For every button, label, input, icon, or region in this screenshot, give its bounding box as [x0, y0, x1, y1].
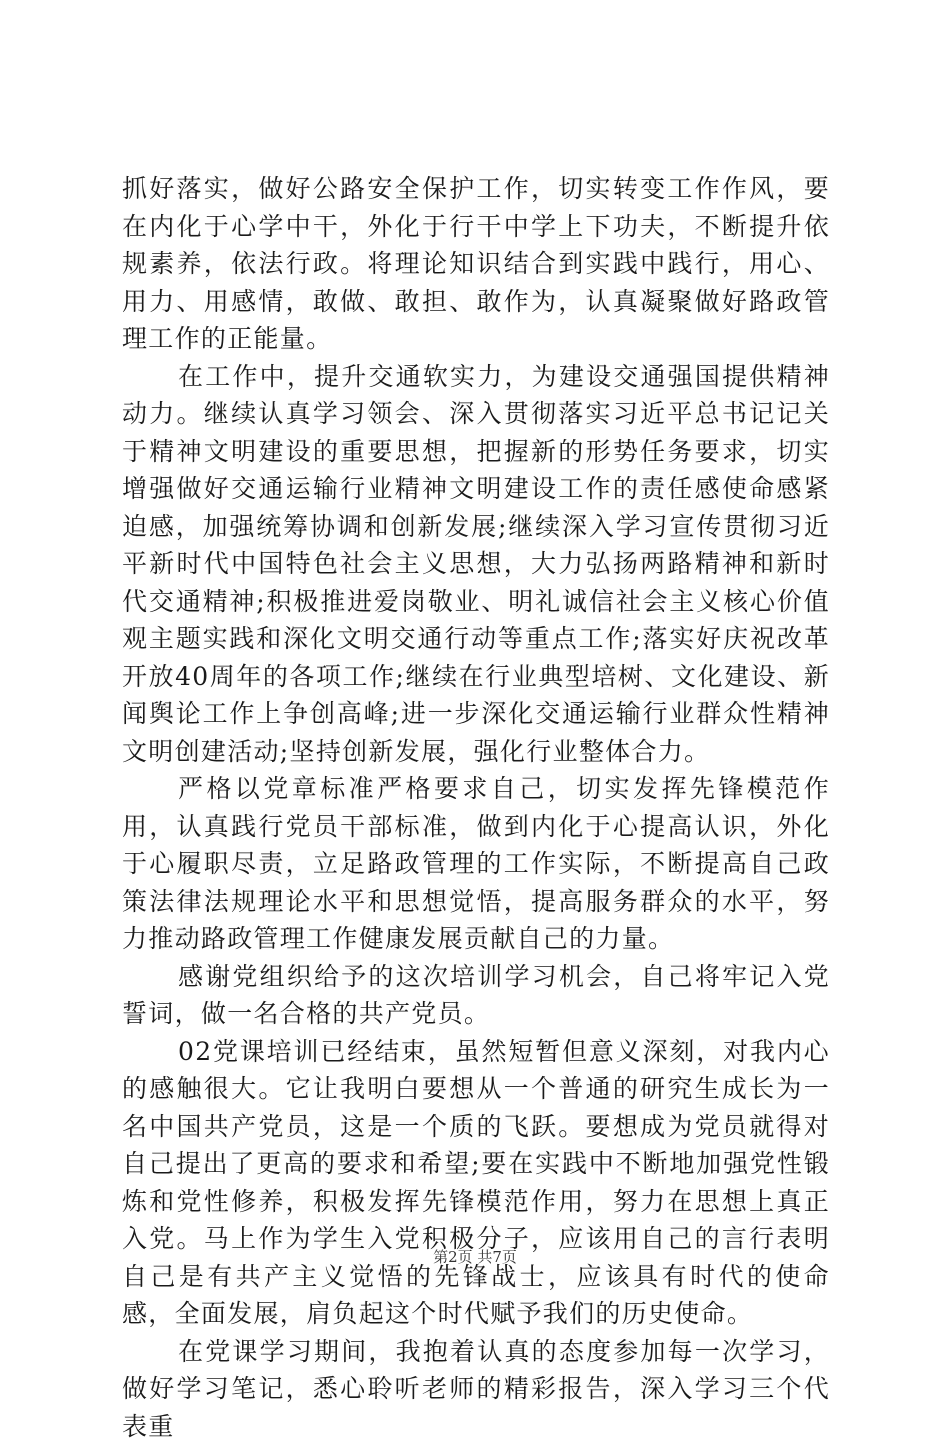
paragraph-5: 02党课培训已经结束，虽然短暂但意义深刻，对我内心的感触很大。它让我明白要想从一个普通的研究生成长为一名中国共产党员，这是一个质的飞跃。要想成为党员就得对自己提出了更高的要求和希望;要在实践中不断地加强党性锻炼和党性修养，积极发挥先锋模范作用，努力在思想上真正入党。马上作为学生入党积极分子，应该用自己的言行表明自己是有共产主义觉悟的先锋战士，应该具有时代的使命感，全面发展，肩负起这个时代赋予我们的历史使命。 — [122, 1033, 830, 1333]
paragraph-3: 严格以党章标准严格要求自己，切实发挥先锋模范作用，认真践行党员干部标准，做到内化于心提高认识，外化于心履职尽责，立足路政管理的工作实际，不断提高自己政策法律法规理论水平和思想觉悟，提高服务群众的水平，努力推动路政管理工作健康发展贡献自己的力量。 — [122, 770, 830, 958]
paragraph-6: 在党课学习期间，我抱着认真的态度参加每一次学习，做好学习笔记，悉心聆听老师的精彩报告，深入学习三个代表重 — [122, 1333, 830, 1445]
page-number-footer: 第2页 共7页 — [0, 1247, 950, 1267]
paragraph-2: 在工作中，提升交通软实力，为建设交通强国提供精神动力。继续认真学习领会、深入贯彻落实习近平总书记记关于精神文明建设的重要思想，把握新的形势任务要求，切实增强做好交通运输行业精神文明建设工作的责任感使命感紧迫感，加强统筹协调和创新发展;继续深入学习宣传贯彻习近平新时代中国特色社会主义思想，大力弘扬两路精神和新时代交通精神;积极推进爱岗敬业、明礼诚信社会主义核心价值观主题实践和深化文明交通行动等重点工作;落实好庆祝改革开放40周年的各项工作;继续在行业典型培树、文化建设、新闻舆论工作上争创高峰;进一步深化交通运输行业群众性精神文明创建活动;坚持创新发展，强化行业整体合力。 — [122, 358, 830, 771]
paragraph-4: 感谢党组织给予的这次培训学习机会，自己将牢记入党誓词，做一名合格的共产党员。 — [122, 958, 830, 1033]
paragraph-1: 抓好落实，做好公路安全保护工作，切实转变工作作风，要在内化于心学中干，外化于行干中学上下功夫，不断提升依规素养，依法行政。将理论知识结合到实践中践行，用心、用力、用感情，敢做、敢担、敢作为，认真凝聚做好路政管理工作的正能量。 — [122, 170, 830, 358]
